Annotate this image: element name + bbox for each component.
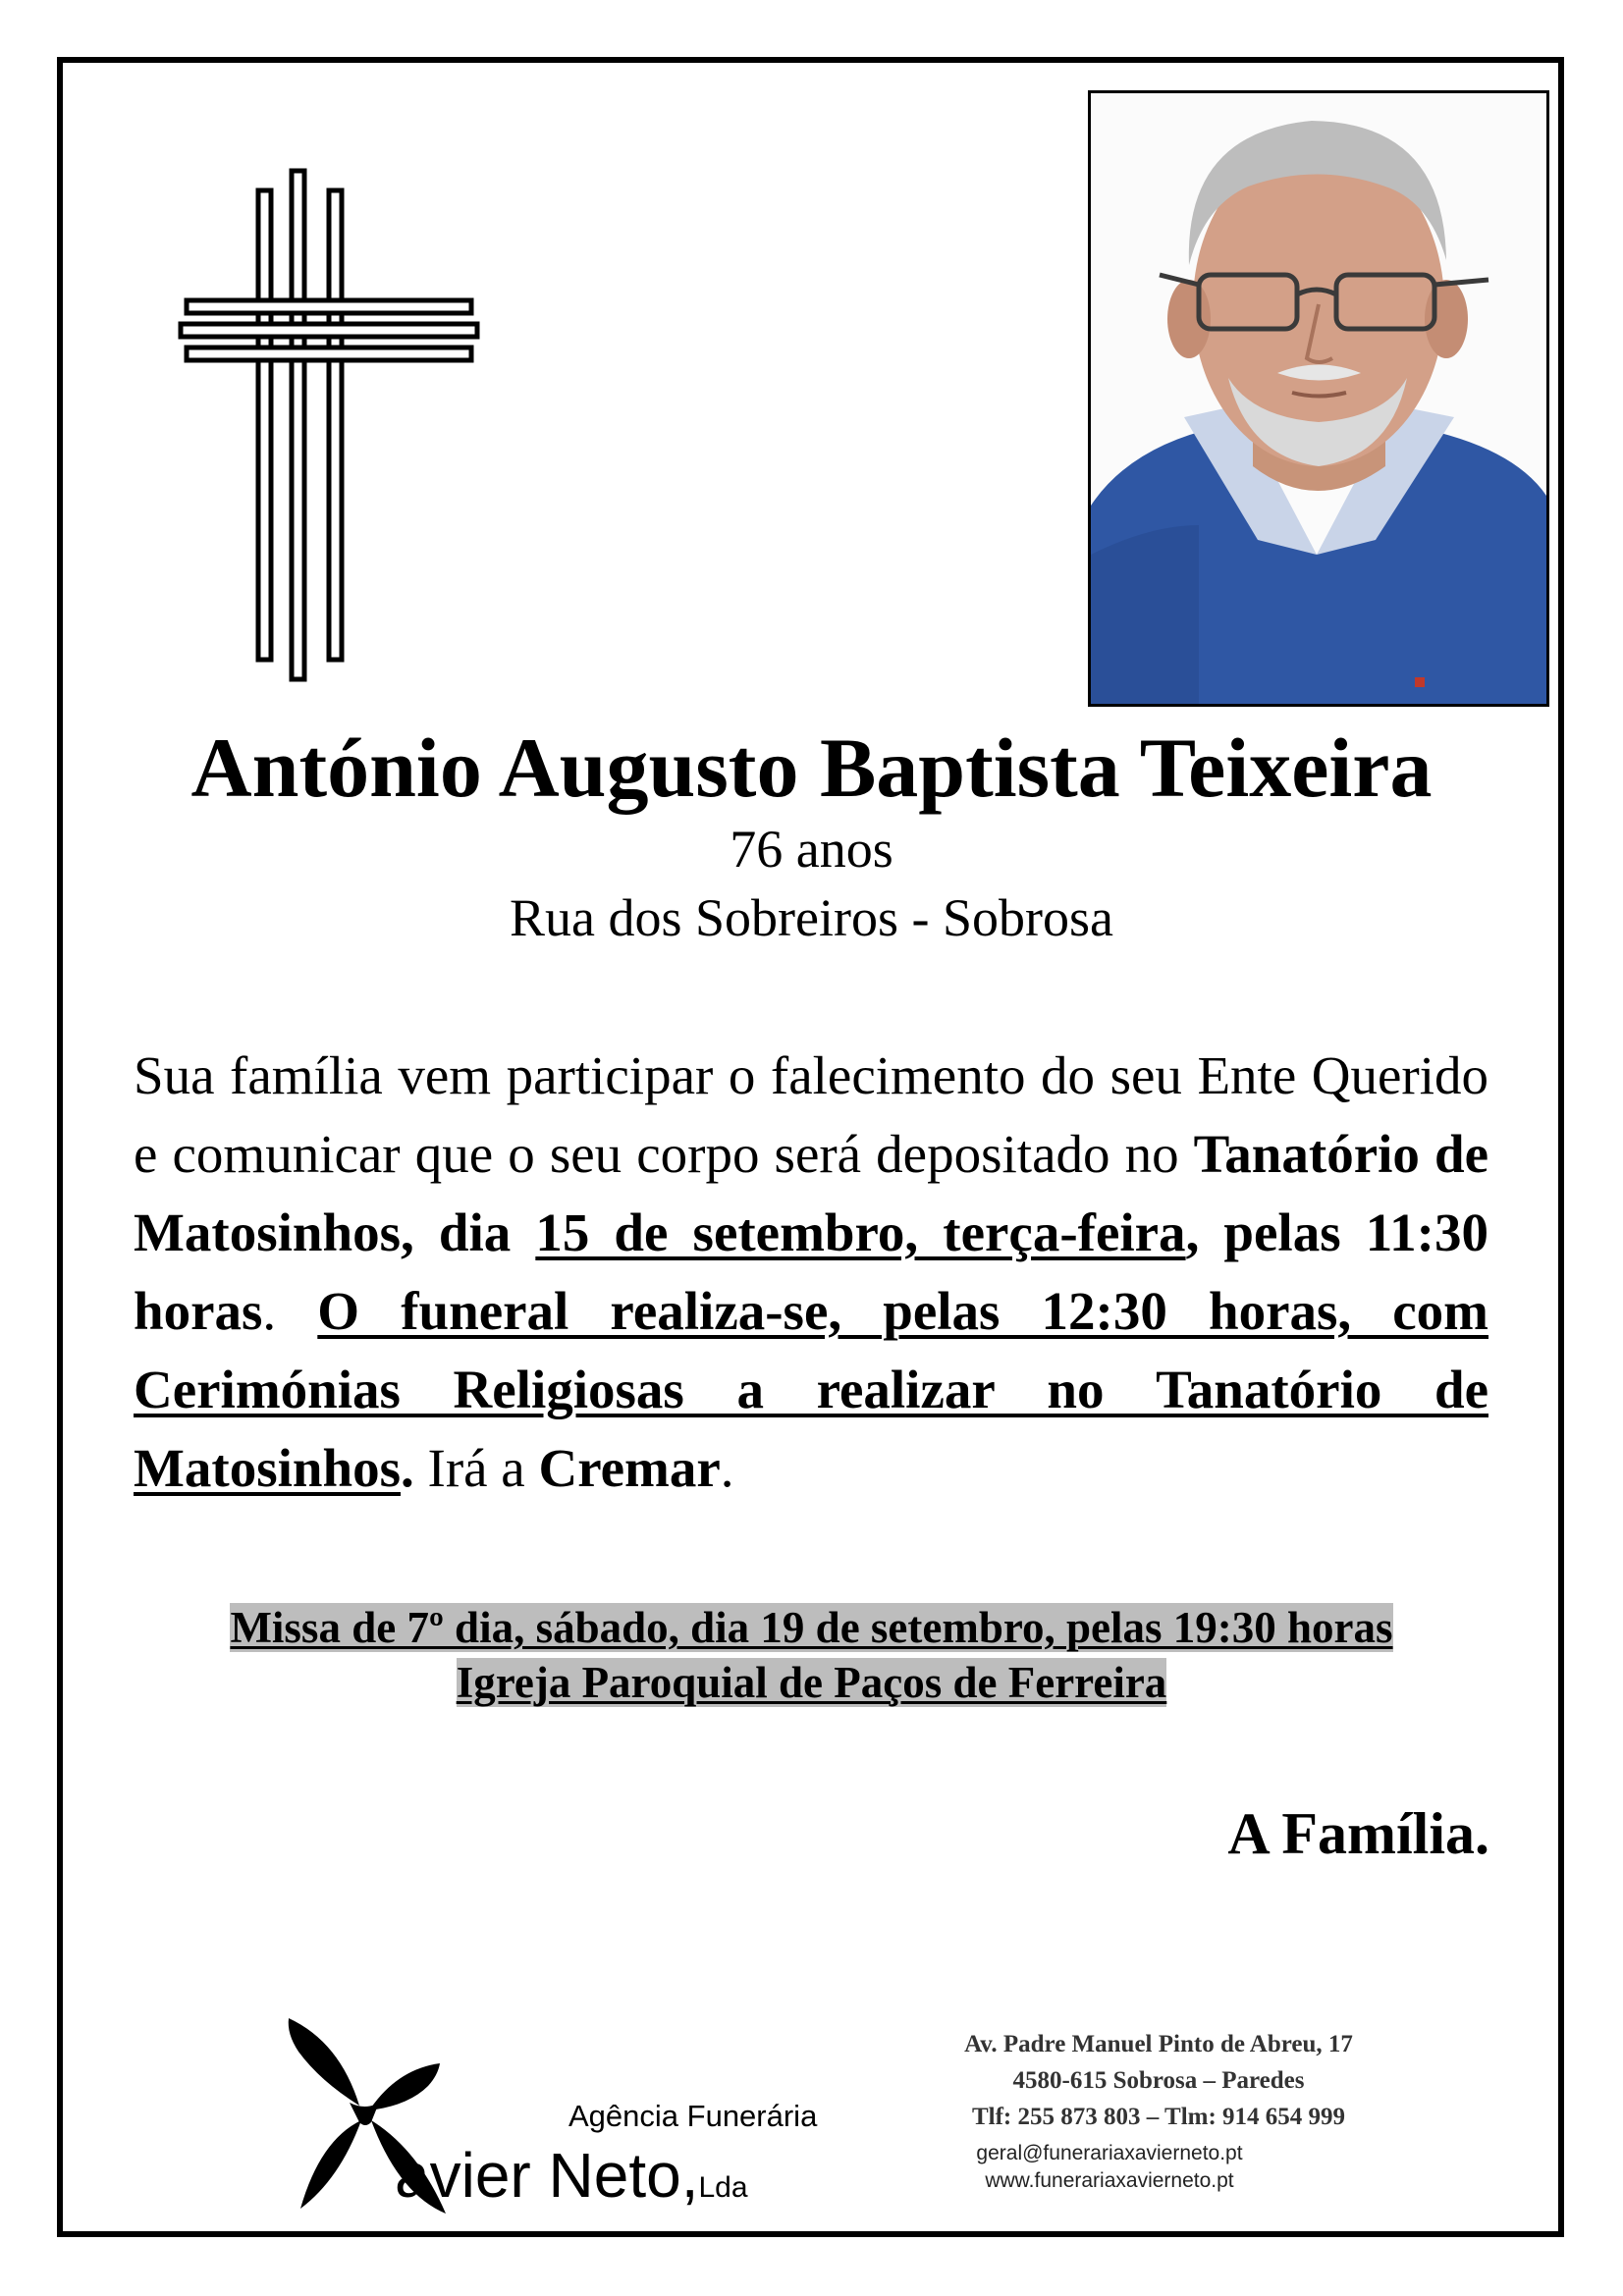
wake-date: 15 de setembro, terça-feira bbox=[535, 1202, 1186, 1262]
agency-suffix: Lda bbox=[698, 2171, 748, 2204]
cremation-intro: Irá a bbox=[413, 1438, 539, 1498]
agency-address-line-2: 4580-615 Sobrosa – Paredes bbox=[1012, 2067, 1305, 2094]
announcement-intro: Sua família vem participar o falecimento do seu Ente Querido e comunicar que o seu corpo será depositado no bbox=[134, 1045, 1488, 1184]
wake-location: Tanatório de Matosinhos, dia bbox=[134, 1124, 1488, 1262]
agency-name-text: avier Neto, bbox=[395, 2140, 699, 2211]
cremation-word: Cremar bbox=[538, 1438, 721, 1498]
portrait-photo bbox=[1088, 90, 1549, 707]
agency-web-contacts bbox=[864, 2140, 1355, 2195]
agency-phones: Tlf: 255 873 803 – Tlm: 914 654 999 bbox=[971, 2104, 1346, 2130]
agency-website[interactable]: www.funerariaxavierneto.pt bbox=[985, 2169, 1234, 2192]
deceased-age: 76 anos bbox=[730, 820, 893, 879]
wake-time: , pelas 11:30 horas bbox=[134, 1202, 1488, 1341]
deceased-name: António Augusto Baptista Teixeira bbox=[190, 721, 1433, 815]
mass-line-2: Igreja Paroquial de Paços de Ferreira bbox=[456, 1658, 1167, 1707]
agency-subtitle: Agência Funerária bbox=[568, 2099, 818, 2133]
agency-name bbox=[395, 2138, 748, 2225]
funeral-period: . bbox=[401, 1438, 414, 1498]
announcement-text bbox=[134, 1037, 1488, 1508]
cross-icon bbox=[177, 165, 481, 685]
agency-logo bbox=[281, 2012, 890, 2218]
mass-notice bbox=[0, 1600, 1623, 1710]
agency-address-line-1: Av. Padre Manuel Pinto de Abreu, 17 bbox=[964, 2031, 1353, 2057]
agency-email[interactable]: geral@funerariaxavierneto.pt bbox=[976, 2142, 1243, 2164]
final-period: . bbox=[720, 1438, 734, 1498]
deceased-address: Rua dos Sobreiros - Sobrosa bbox=[510, 888, 1113, 947]
funeral-details: O funeral realiza-se, pelas 12:30 horas, com Cerimónias Religiosas a realizar no Tanatório de Matosinhos bbox=[134, 1281, 1489, 1498]
mass-line-1: Missa de 7º dia, sábado, dia 19 de setembro, pelas 19:30 horas bbox=[230, 1603, 1393, 1652]
family-signature: A Família. bbox=[1227, 1801, 1489, 1866]
agency-contact bbox=[864, 2026, 1453, 2135]
separator: . bbox=[262, 1281, 318, 1341]
